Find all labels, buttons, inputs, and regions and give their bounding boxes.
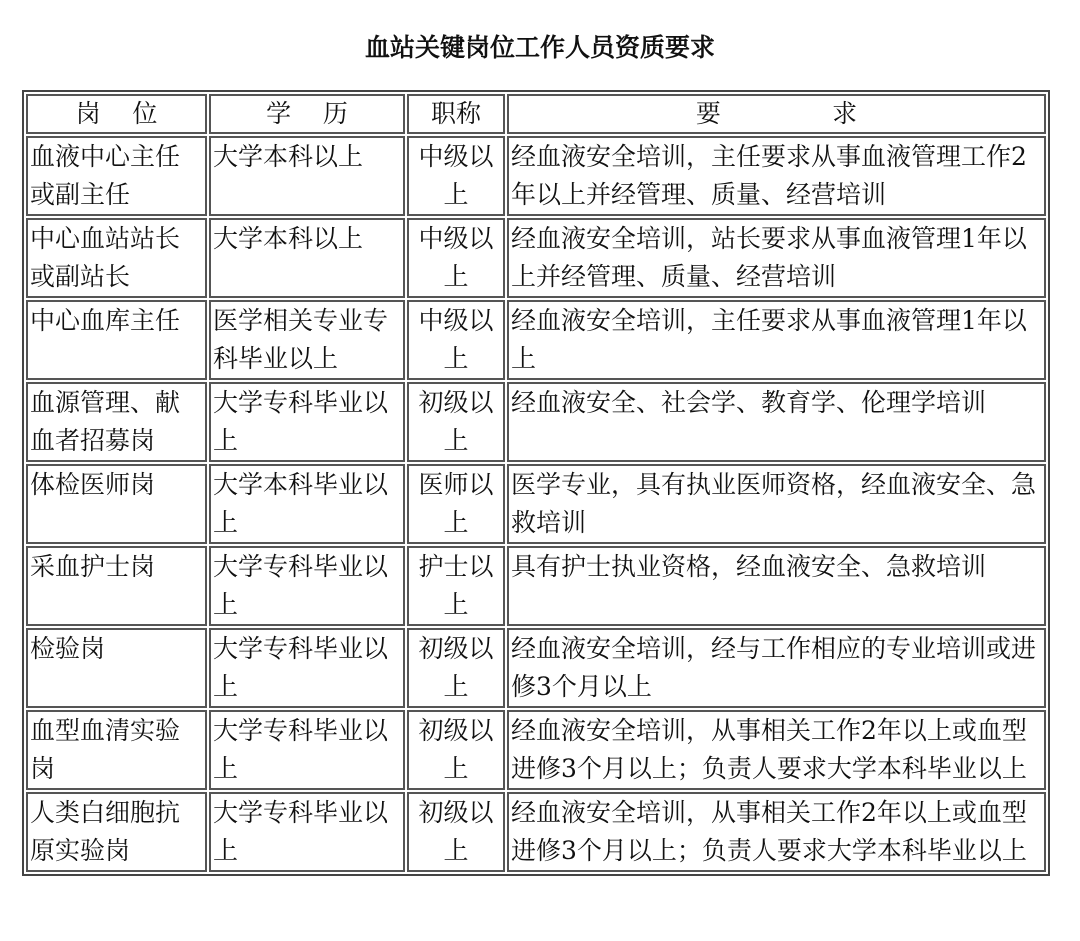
- cell-title: 中级以上: [407, 300, 505, 380]
- cell-position: 血源管理、献血者招募岗: [26, 382, 207, 462]
- cell-requirement: 经血液安全培训，主任要求从事血液管理工作2年以上并经管理、质量、经营培训: [507, 136, 1046, 216]
- table-row: [26, 710, 1046, 790]
- cell-position: 人类白细胞抗原实验岗: [26, 792, 207, 872]
- cell-education: 大学专科毕业以上: [209, 382, 405, 462]
- cell-requirement: 经血液安全培训，经与工作相应的专业培训或进修3个月以上: [507, 628, 1046, 708]
- table-row: [26, 218, 1046, 298]
- cell-education: 大学专科毕业以上: [209, 546, 405, 626]
- cell-education: 大学专科毕业以上: [209, 628, 405, 708]
- cell-title: 初级以上: [407, 628, 505, 708]
- table-row: [26, 464, 1046, 544]
- cell-education: 大学专科毕业以上: [209, 792, 405, 872]
- cell-education: 医学相关专业专科毕业以上: [209, 300, 405, 380]
- cell-position: 中心血库主任: [26, 300, 207, 380]
- header-position: 岗 位: [26, 94, 207, 134]
- table-row: [26, 382, 1046, 462]
- cell-requirement: 经血液安全培训，从事相关工作2年以上或血型进修3个月以上；负责人要求大学本科毕业以上: [507, 792, 1046, 872]
- cell-title: 医师以上: [407, 464, 505, 544]
- document-title: 血站关键岗位工作人员资质要求: [364, 33, 715, 62]
- cell-requirement: 经血液安全培训，主任要求从事血液管理1年以上: [507, 300, 1046, 380]
- table-row: [26, 792, 1046, 872]
- cell-position: 血液中心主任或副主任: [26, 136, 207, 216]
- cell-requirement: 具有护士执业资格，经血液安全、急救培训: [507, 546, 1046, 626]
- cell-title: 护士以上: [407, 546, 505, 626]
- cell-education: 大学本科以上: [209, 218, 405, 298]
- cell-title: 初级以上: [407, 710, 505, 790]
- cell-requirement: 医学专业，具有执业医师资格，经血液安全、急救培训: [507, 464, 1046, 544]
- cell-position: 中心血站站长或副站长: [26, 218, 207, 298]
- cell-title: 初级以上: [407, 382, 505, 462]
- qualification-table: [22, 90, 1050, 876]
- cell-requirement: 经血液安全、社会学、教育学、伦理学培训: [507, 382, 1046, 462]
- cell-education: 大学本科以上: [209, 136, 405, 216]
- cell-requirement: 经血液安全培训，从事相关工作2年以上或血型进修3个月以上；负责人要求大学本科毕业以上: [507, 710, 1046, 790]
- header-requirement: 要 求: [507, 94, 1046, 134]
- cell-requirement: 经血液安全培训，站长要求从事血液管理1年以上并经管理、质量、经营培训: [507, 218, 1046, 298]
- cell-position: 体检医师岗: [26, 464, 207, 544]
- cell-title: 中级以上: [407, 136, 505, 216]
- cell-title: 初级以上: [407, 792, 505, 872]
- table-row: [26, 136, 1046, 216]
- cell-title: 中级以上: [407, 218, 505, 298]
- table-row: [26, 300, 1046, 380]
- header-education: 学 历: [209, 94, 405, 134]
- cell-position: 采血护士岗: [26, 546, 207, 626]
- table-row: [26, 628, 1046, 708]
- header-title: 职称: [407, 94, 505, 134]
- cell-position: 检验岗: [26, 628, 207, 708]
- cell-position: 血型血清实验岗: [26, 710, 207, 790]
- table-header-row: [26, 94, 1046, 134]
- cell-education: 大学专科毕业以上: [209, 710, 405, 790]
- table-row: [26, 546, 1046, 626]
- cell-education: 大学本科毕业以上: [209, 464, 405, 544]
